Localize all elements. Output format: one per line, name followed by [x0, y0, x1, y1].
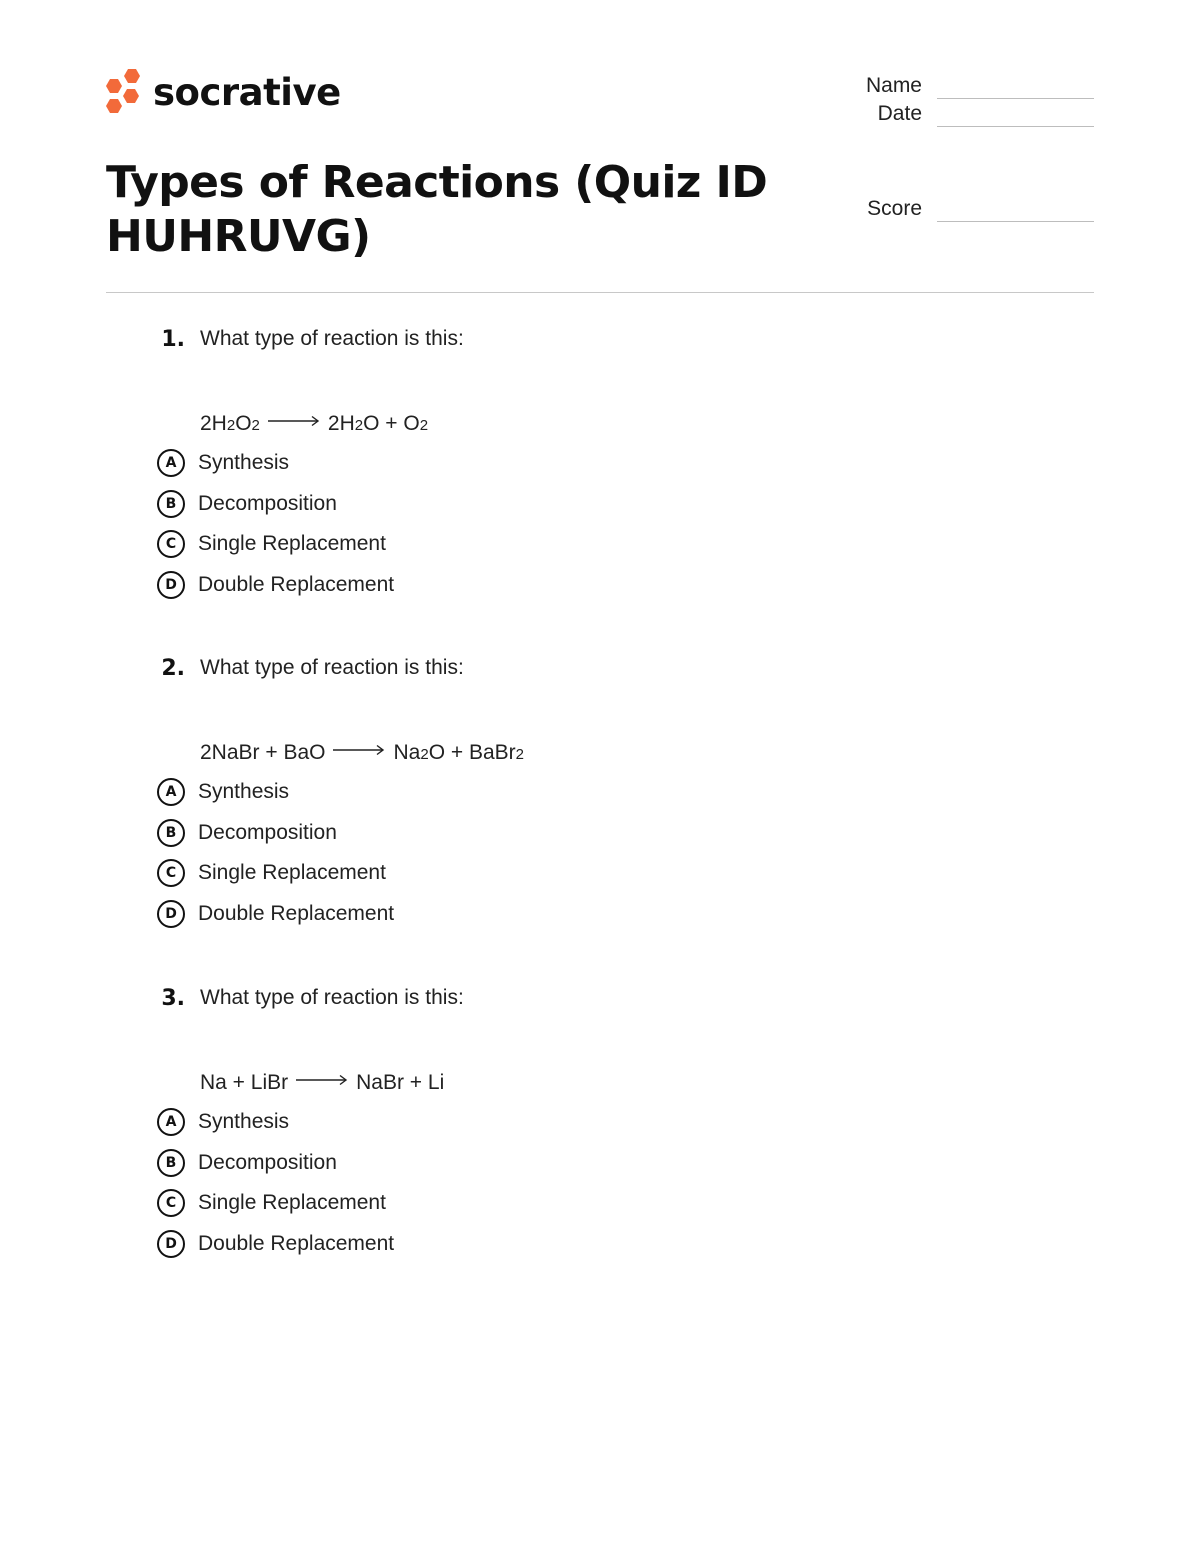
right-term: O + O — [363, 412, 420, 435]
choice-d[interactable] — [157, 898, 394, 930]
question-number: 1. — [161, 327, 185, 352]
right-term: NaBr + Li — [356, 1071, 445, 1094]
choice-b[interactable] — [157, 488, 337, 520]
choice-c[interactable] — [157, 857, 386, 889]
left-term: 2H — [200, 412, 227, 435]
choice-a[interactable] — [157, 447, 289, 479]
question-prompt: What type of reaction is this: — [200, 656, 464, 679]
name-label: Name — [865, 74, 922, 97]
left-term: 2NaBr + BaO — [200, 741, 326, 764]
reaction-equation: 2H 2 O 2 2H 2 O + O 2 — [200, 412, 429, 435]
choice-c[interactable] — [157, 528, 386, 560]
page-title: Types of Reactions (Quiz ID HUHRUVG) — [106, 157, 768, 262]
choice-letter-circle[interactable]: A — [157, 449, 185, 477]
name-line — [937, 98, 1094, 99]
reaction-arrow-icon — [268, 415, 320, 427]
choice-b[interactable] — [157, 1147, 337, 1179]
choice-letter-circle[interactable]: D — [157, 900, 185, 928]
choice-text: Single Replacement — [198, 532, 386, 555]
choice-letter-circle[interactable]: D — [157, 1230, 185, 1258]
header-divider — [106, 292, 1094, 293]
choice-letter-circle[interactable]: C — [157, 530, 185, 558]
choice-d[interactable] — [157, 569, 394, 601]
brand-name: socrative — [153, 70, 341, 114]
reaction-equation — [200, 1071, 444, 1095]
choice-text: Synthesis — [198, 780, 290, 803]
socrative-logo — [106, 68, 341, 116]
date-field[interactable] — [820, 102, 1094, 132]
question-number: 3. — [161, 986, 185, 1011]
choice-letter-circle[interactable]: B — [157, 819, 185, 847]
choice-letter-circle[interactable]: A — [157, 778, 185, 806]
choice-b[interactable] — [157, 817, 337, 849]
left-term: Na + LiBr — [200, 1071, 289, 1094]
hexagon-cluster-icon — [106, 68, 144, 116]
choice-text: Double Replacement — [198, 902, 395, 925]
name-field[interactable] — [820, 74, 1094, 104]
choice-text: Decomposition — [198, 1151, 337, 1174]
right-term: Na — [393, 741, 421, 764]
choice-a[interactable] — [157, 776, 289, 808]
choice-text: Single Replacement — [198, 1191, 386, 1214]
score-line — [937, 221, 1094, 222]
choice-text: Double Replacement — [198, 1232, 395, 1255]
choice-text: Decomposition — [198, 821, 337, 844]
question-number: 2. — [161, 656, 185, 681]
choice-d[interactable] — [157, 1228, 394, 1260]
choice-a[interactable] — [157, 1106, 289, 1138]
choice-letter-circle[interactable]: C — [157, 859, 185, 887]
choice-letter-circle[interactable]: B — [157, 1149, 185, 1177]
date-line — [937, 126, 1094, 127]
choice-letter-circle[interactable]: D — [157, 571, 185, 599]
reaction-arrow-icon — [333, 744, 385, 756]
choice-letter-circle[interactable]: A — [157, 1108, 185, 1136]
choice-c[interactable] — [157, 1187, 386, 1219]
right-term: 2H — [327, 412, 355, 435]
left-term: O — [235, 412, 252, 435]
choice-letter-circle[interactable]: B — [157, 490, 185, 518]
reaction-equation: 2NaBr + BaO Na 2 O + BaBr 2 — [200, 741, 524, 764]
date-label: Date — [877, 102, 922, 125]
choice-text: Synthesis — [198, 1110, 290, 1133]
question-prompt: What type of reaction is this: — [200, 327, 464, 350]
choice-text: Double Replacement — [198, 573, 395, 596]
choice-text: Synthesis — [198, 451, 290, 474]
score-label: Score — [867, 197, 922, 220]
choice-text: Single Replacement — [198, 861, 386, 884]
choice-text: Decomposition — [198, 492, 337, 515]
score-field[interactable] — [820, 197, 1094, 227]
question-prompt: What type of reaction is this: — [200, 986, 464, 1009]
choice-letter-circle[interactable]: C — [157, 1189, 185, 1217]
right-term: O + BaBr — [428, 741, 516, 764]
reaction-arrow-icon — [296, 1074, 348, 1086]
